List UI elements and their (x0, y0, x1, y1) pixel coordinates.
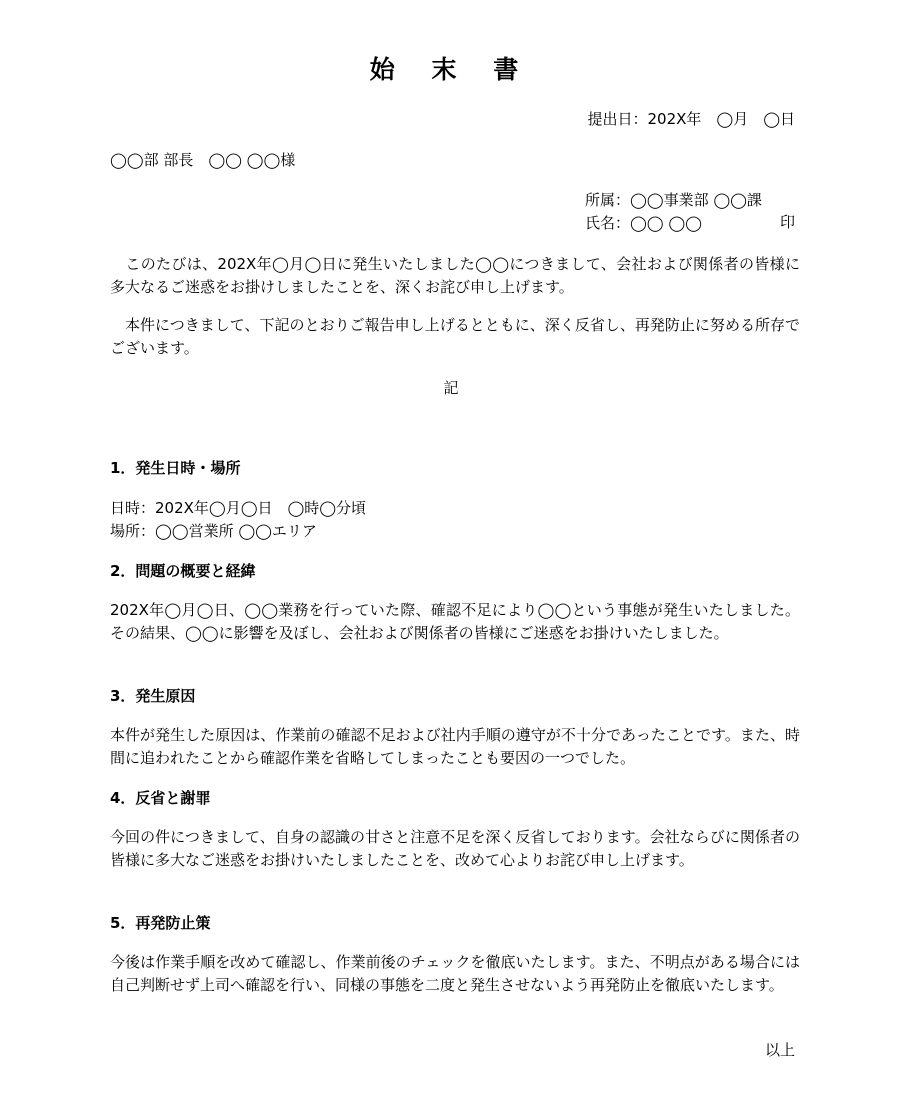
submission-date: 提出日：202X年 ◯月 ◯日 (587, 110, 795, 128)
section-heading: 1．発生日時・場所 (110, 459, 241, 477)
closing-mark: 以上 (764, 1041, 795, 1059)
section-line: 場所：◯◯営業所 ◯◯エリア (110, 522, 317, 540)
sender-affiliation: 所属：◯◯事業部 ◯◯課 (585, 191, 762, 209)
section-heading: 5．再発防止策 (110, 914, 211, 932)
section-body: 今後は作業手順を改めて確認し、作業前後のチェックを徹底いたします。また、不明点がある場合には自己判断せず上司へ確認を行い、同様の事態を二度と発生させないよう再発防止を徹底いたします。 (110, 953, 800, 995)
intro-paragraph: 本件につきまして、下記のとおりご報告申し上げるとともに、深く反省し、再発防止に努める所存でございます。 (110, 316, 800, 358)
ki-label: 記 (443, 379, 459, 397)
addressee: ◯◯部 部長 ◯◯ ◯◯様 (110, 151, 296, 169)
intro-paragraph: このたびは、202X年◯月◯日に発生いたしました◯◯につきまして、会社および関係者の皆様に多大なるご迷惑をお掛けしましたことを、深くお詫び申し上げます。 (110, 255, 800, 297)
document-title: 始 末 書 (369, 55, 533, 84)
section-body: 今回の件につきまして、自身の認識の甘さと注意不足を深く反省しております。会社ならびに関係者の皆様に多大なご迷惑をお掛けいたしましたことを、改めて心よりお詫び申し上げます。 (110, 828, 800, 870)
sender-name: 氏名：◯◯ ◯◯ (585, 214, 702, 233)
section-heading: 3．発生原因 (110, 687, 196, 705)
sender-block (585, 189, 795, 236)
section-body: 202X年◯月◯日、◯◯業務を行っていた際、確認不足により◯◯という事態が発生いたしました。その結果、◯◯に影響を及ぼし、会社および関係者の皆様にご迷惑をお掛けいたしました。 (110, 601, 800, 643)
section-heading: 4．反省と謝罪 (110, 789, 211, 807)
section-line: 日時：202X年◯月◯日 ◯時◯分頃 (110, 499, 367, 517)
section-body: 本件が発生した原因は、作業前の確認不足および社内手順の遵守が不十分であったことです。また、時間に追われたことから確認作業を省略してしまったことも要因の一つでした。 (110, 726, 800, 768)
seal-mark: 印 (779, 213, 795, 231)
section-heading: 2．問題の概要と経緯 (110, 562, 256, 580)
